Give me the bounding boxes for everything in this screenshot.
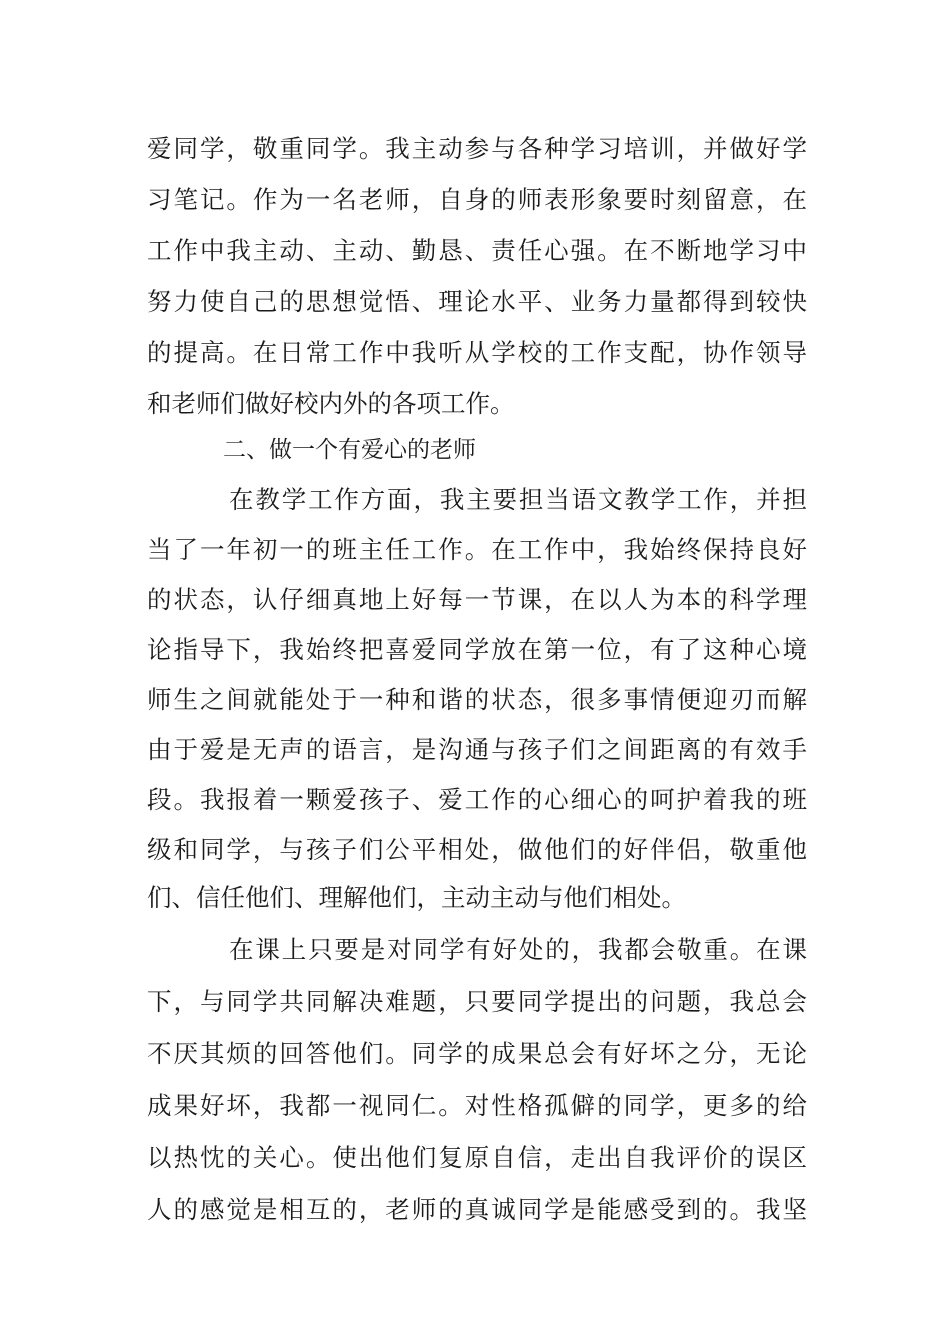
text-line: 爱同学，敬重同学。我主动参与各种学习培训，并做好学 <box>147 134 807 163</box>
section-heading: 二、做一个有爱心的老师 <box>223 437 476 463</box>
text-line: 努力使自己的思想觉悟、理论水平、业务力量都得到较快 <box>147 287 807 316</box>
text-line: 人的感觉是相互的，老师的真诚同学是能感受到的。我坚 <box>147 1195 807 1224</box>
text-line: 习笔记。作为一名老师，自身的师表形象要时刻留意，在 <box>147 185 807 214</box>
text-line: 下，与同学共同解决难题，只要同学提出的问题，我总会 <box>147 987 807 1016</box>
text-line: 当了一年初一的班主任工作。在工作中，我始终保持良好 <box>147 535 807 564</box>
paragraph-first-line: 在教学工作方面，我主要担当语文教学工作，并担 <box>229 485 807 514</box>
text-line: 成果好坏，我都一视同仁。对性格孤僻的同学，更多的给 <box>147 1091 807 1120</box>
text-line: 段。我报着一颗爱孩子、爱工作的心细心的呵护着我的班 <box>147 785 807 814</box>
text-line: 的提高。在日常工作中我听从学校的工作支配，协作领导 <box>147 338 807 367</box>
text-line: 工作中我主动、主动、勤恳、责任心强。在不断地学习中 <box>147 236 807 265</box>
paragraph-first-line: 在课上只要是对同学有好处的，我都会敬重。在课 <box>229 935 807 964</box>
text-line: 级和同学，与孩子们公平相处，做他们的好伴侣，敬重他 <box>147 835 807 864</box>
text-line: 论指导下，我始终把喜爱同学放在第一位，有了这种心境 <box>147 635 807 664</box>
text-line: 们、信任他们、理解他们，主动主动与他们相处。 <box>147 883 686 912</box>
text-line: 由于爱是无声的语言，是沟通与孩子们之间距离的有效手 <box>147 735 807 764</box>
text-line: 不厌其烦的回答他们。同学的成果总会有好坏之分，无论 <box>147 1039 807 1068</box>
text-line: 以热忱的关心。使出他们复原自信，走出自我评价的误区 <box>147 1143 807 1172</box>
text-line: 师生之间就能处于一种和谐的状态，很多事情便迎刃而解 <box>147 685 807 714</box>
text-line: 和老师们做好校内外的各项工作。 <box>147 389 515 418</box>
text-line: 的状态，认仔细真地上好每一节课，在以人为本的科学理 <box>147 585 807 614</box>
